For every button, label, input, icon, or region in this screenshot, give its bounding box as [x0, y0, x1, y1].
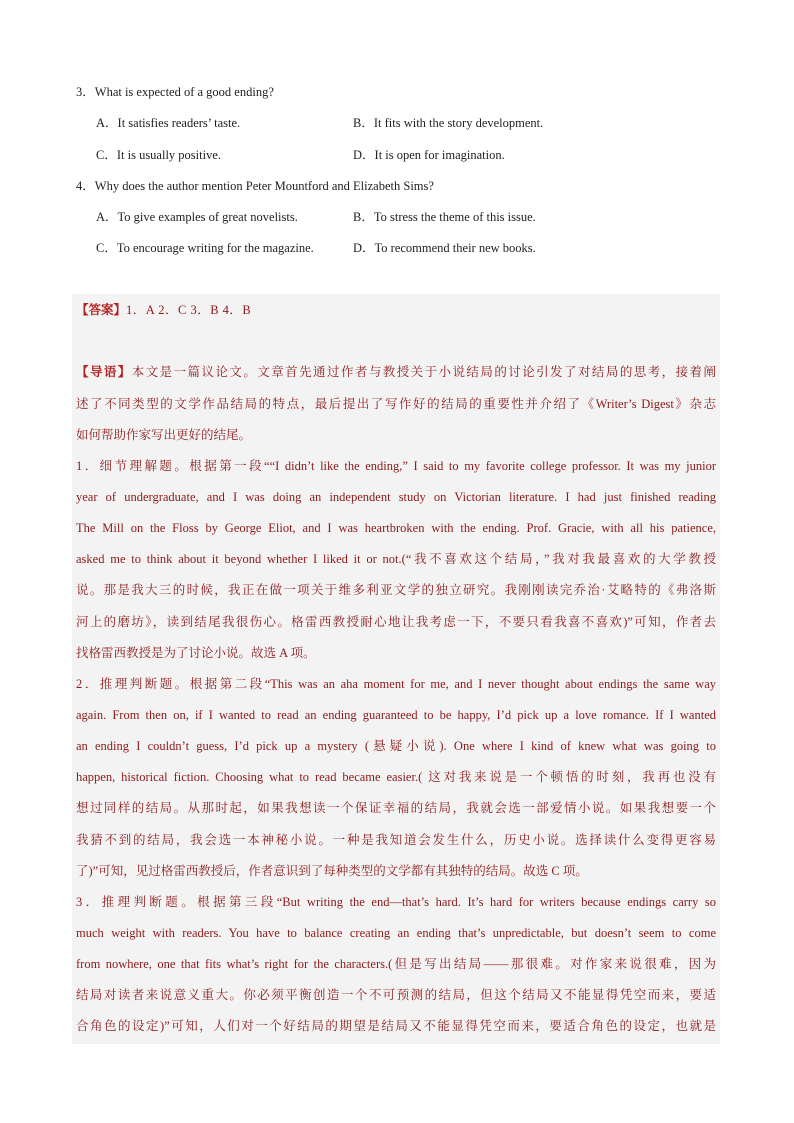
explanation-2-line-7: 了)”可知，见过格雷西教授后，作者意识到了每种类型的文学都有其独特的结局。故选 C 项。	[76, 864, 588, 878]
explanation-2-line-3: an ending I couldn’t guess, I’d pick up a mystery (悬疑小说). One where I kind of knew what was going to	[76, 739, 716, 753]
explanation-2-line-6: 我猜不到的结局，我会选一本神秘小说。一种是我知道会发生什么，历史小说。选择读什么变得更容易	[76, 833, 716, 847]
explanation-2-line-4: happen, historical fiction. Choosing what to read became easier.( 这对我来说是一个顿悟的时刻，我再也没有	[76, 770, 716, 784]
option-text: To recommend their new books.	[374, 241, 536, 255]
option-letter: D．	[353, 148, 375, 162]
explanation-3-line-3: from nowhere, one that fits what’s right for the characters.(但是写出结局——那很难。对作家来说很难，因为	[76, 957, 716, 971]
option-letter: D．	[353, 241, 375, 255]
explanation-1-line-4: asked me to think about it beyond whether I liked it or not.(“我不喜欢这个结局，”我对我最喜欢的大学教授	[76, 552, 716, 566]
option-letter: C．	[96, 148, 117, 162]
explanation-2-line-5: 想过同样的结局。从那时起，如果我想读一个保证幸福的结局，我就会选一部爱情小说。如果我想要一个	[76, 801, 716, 815]
option-3a	[96, 114, 240, 132]
option-4d	[353, 239, 536, 257]
guide-line-1	[76, 362, 716, 382]
option-4a	[96, 208, 298, 226]
guide-tag: 【导语】	[76, 365, 132, 379]
option-letter: B．	[353, 116, 374, 130]
question-3	[76, 83, 274, 101]
answer-text: 1．A 2．C 3．B 4．B	[126, 303, 252, 317]
explanation-1-line-7: 找格雷西教授是为了讨论小说。故选 A 项。	[76, 646, 316, 660]
option-letter: A．	[96, 210, 118, 224]
explanation-3-line-4: 结局对读者来说意义重大。你必须平衡创造一个不可预测的结局，但这个结局又不能显得凭空而来，要适	[76, 988, 716, 1002]
question-number: 4．	[76, 179, 95, 193]
explanation-3-line-2: much weight with readers. You have to balance creating an ending that’s unpredictable, but doesn’t seem to come	[76, 926, 716, 940]
question-number: 3．	[76, 85, 95, 99]
option-text: To encourage writing for the magazine.	[116, 241, 314, 255]
answer-tag: 【答案】	[76, 303, 127, 317]
guide-line-2: 述了不同类型的文学作品结局的特点，最后提出了写作好的结局的重要性并介绍了《Writer’s Digest》杂志	[76, 397, 716, 411]
explanation-2-line-2: again. From then on, if I wanted to read an ending guaranteed to be happy, I’d pick up a love romance. If I wanted	[76, 708, 716, 722]
option-text: It is usually positive.	[116, 148, 222, 162]
answer-line	[76, 300, 716, 320]
option-4b	[353, 208, 536, 226]
question-text: Why does the author mention Peter Mountford and Elizabeth Sims?	[94, 179, 434, 193]
explanation-3-line-1: 3．推理判断题。根据第三段“But writing the end—that’s hard. It’s hard for writers because endings carry so	[76, 895, 716, 909]
guide-text: 本文是一篇议论文。文章首先通过作者与教授关于小说结局的讨论引发了对结局的思考，接着阐	[131, 365, 716, 379]
guide-line-3: 如何帮助作家写出更好的结尾。	[76, 428, 252, 442]
option-text: It fits with the story development.	[373, 116, 544, 130]
explanation-1-line-1: 1．细节理解题。根据第一段““I didn’t like the ending,” I said to my favorite college professor. It was my junior	[76, 459, 716, 473]
option-text: To stress the theme of this issue.	[373, 210, 536, 224]
option-letter: A．	[96, 116, 118, 130]
option-letter: C．	[96, 241, 117, 255]
explanation-3-line-5: 合角色的设定)”可知，人们对一个好结局的期望是结局又不能显得凭空而来，要适合角色的设定，也就是	[76, 1019, 716, 1033]
option-text: It satisfies readers’ taste.	[117, 116, 241, 130]
option-3c	[96, 146, 221, 164]
question-text: What is expected of a good ending?	[94, 85, 274, 99]
option-4c	[96, 239, 314, 257]
explanation-1-line-3: The Mill on the Floss by George Eliot, and I was heartbroken with the ending. Prof. Gracie, with all his patience,	[76, 521, 716, 535]
option-letter: B．	[353, 210, 374, 224]
explanation-1-line-2: year of undergraduate, and I was doing an independent study on Victorian literature. I had just finished reading	[76, 490, 716, 504]
option-text: To give examples of great novelists.	[117, 210, 298, 224]
option-3d	[353, 146, 505, 164]
option-3b	[353, 114, 543, 132]
explanation-2-line-1: 2．推理判断题。根据第二段“This was an aha moment for me, and I never thought about endings the same way	[76, 677, 716, 691]
question-4	[76, 177, 434, 195]
option-text: It is open for imagination.	[374, 148, 505, 162]
explanation-1-line-6: 河上的磨坊》，读到结尾我很伤心。格雷西教授耐心地让我考虑一下，不要只看我喜不喜欢)”可知，作者去	[76, 615, 716, 629]
explanation-1-line-5: 说。那是我大三的时候，我正在做一项关于维多利亚文学的独立研究。我刚刚读完乔治·艾略特的《弗洛斯	[76, 583, 716, 597]
